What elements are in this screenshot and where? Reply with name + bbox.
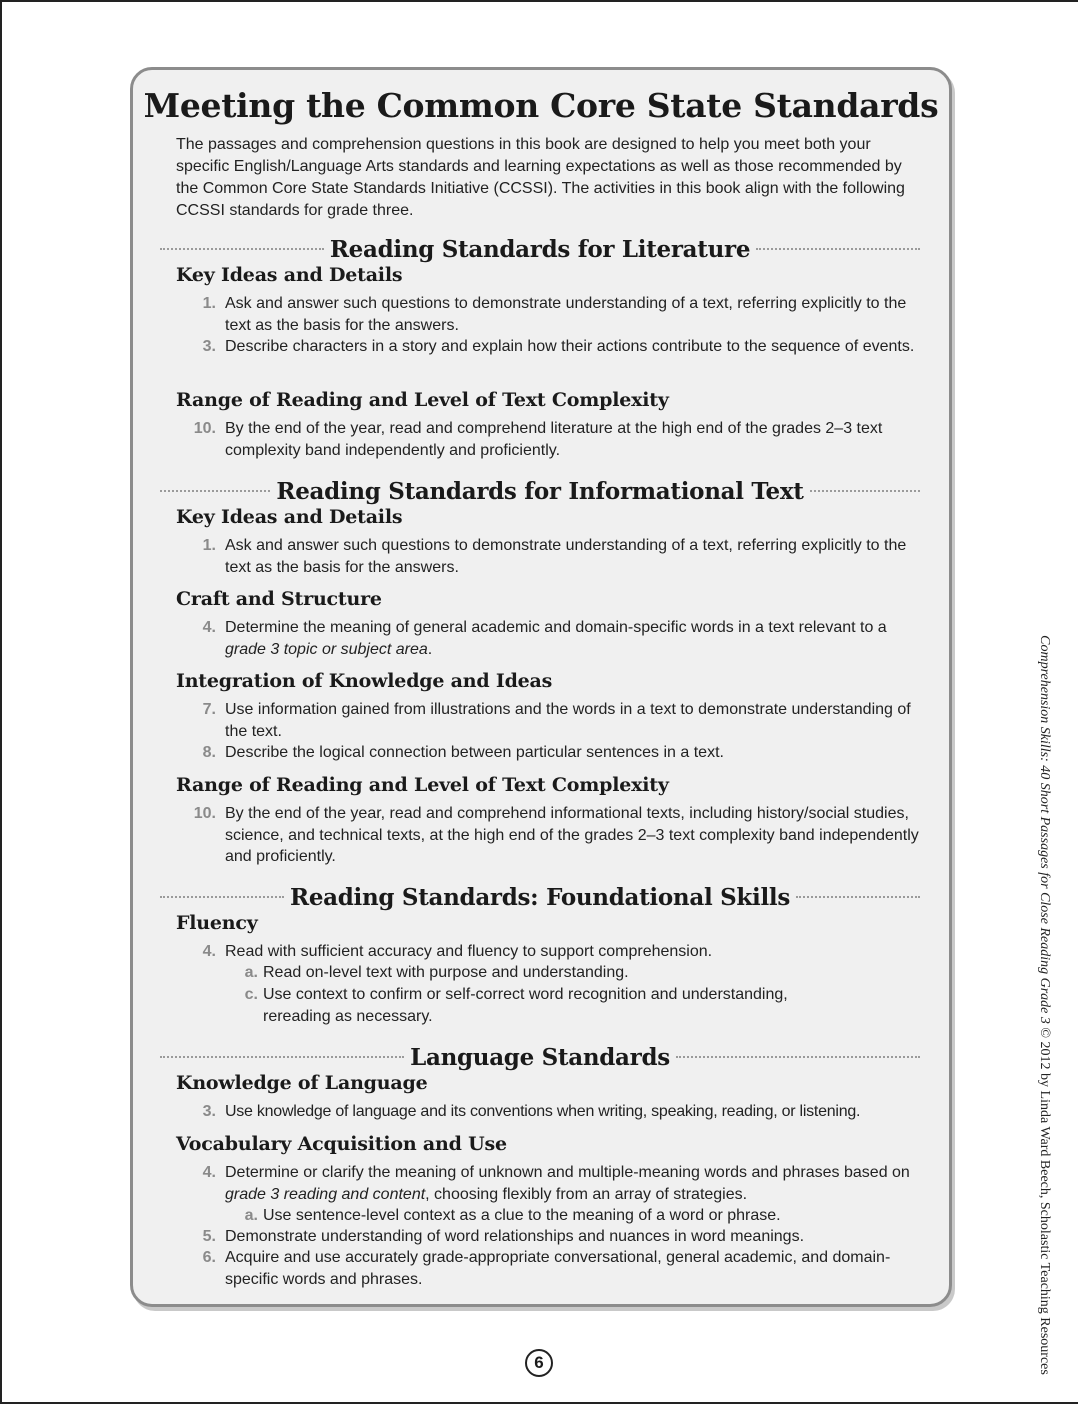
- standard-number: 4.: [202, 943, 216, 960]
- intro-paragraph: The passages and comprehension questions in this book are designed to help you meet both your specific English/Language Arts standards and learning expectations as well as those recommended by the Common Core State Standards Initiative (CCSSI). The activities in this book align with the following CCSSI standards for grade three.: [176, 136, 905, 219]
- standard-number: 6.: [202, 1249, 216, 1266]
- standard-text: Ask and answer such questions to demonstrate understanding of a text, referring explicitly to the text as the basis for the answers.: [225, 295, 907, 334]
- subheading: Integration of Knowledge and Ideas: [176, 670, 553, 692]
- text-plain: Determine or clarify the meaning of unknown and multiple-meaning words and phrases based on: [225, 1164, 910, 1181]
- standard-text: Use information gained from illustrations and the words in a text to demonstrate understanding of the text.: [225, 701, 911, 740]
- subheading: Fluency: [176, 912, 258, 934]
- sub-standard-text: Use context to confirm or self-correct word recognition and understanding, rereading as necessary.: [263, 986, 788, 1025]
- side-credit: [1036, 635, 1052, 1375]
- section-heading-label: Language Standards: [410, 1043, 670, 1071]
- dotted-rule: [160, 248, 324, 250]
- standard-number: 10.: [193, 805, 216, 822]
- sub-standard-letter: a.: [244, 964, 258, 981]
- standard-number: 5.: [202, 1228, 216, 1245]
- dotted-rule: [796, 896, 920, 898]
- text-italic: grade 3 topic or subject area: [225, 640, 428, 658]
- standard-number: 3.: [202, 338, 216, 355]
- standard-number: 1.: [202, 295, 216, 312]
- standard-text: [225, 617, 925, 660]
- standard-number: 10.: [193, 420, 216, 437]
- section-heading-label: Reading Standards: Foundational Skills: [290, 883, 790, 911]
- text-plain: Determine the meaning of general academic and domain-specific words in a text relevant to a: [225, 619, 887, 636]
- standard-text: Describe the logical connection between particular sentences in a text.: [225, 744, 724, 761]
- side-credit-book-title: Comprehension Skills: 40 Short Passages for Close Reading Grade 3: [1037, 635, 1052, 1024]
- standard-number: 1.: [202, 537, 216, 554]
- dotted-rule: [160, 896, 284, 898]
- subheading: Range of Reading and Level of Text Complexity: [176, 774, 669, 796]
- standard-text: Use knowledge of language and its conventions when writing, speaking, reading, or listening.: [225, 1103, 861, 1120]
- subheading: Knowledge of Language: [176, 1072, 428, 1094]
- standard-number: 4.: [202, 619, 216, 636]
- section-heading-language: [160, 1042, 920, 1072]
- subheading: Key Ideas and Details: [176, 506, 403, 528]
- text-end: , choosing flexibly from an array of strategies.: [425, 1185, 748, 1203]
- standard-text: Ask and answer such questions to demonstrate understanding of a text, referring explicitly to the text as the basis for the answers.: [225, 537, 907, 576]
- section-heading-foundational: [160, 882, 920, 912]
- section-heading-literature: [160, 234, 920, 264]
- section-heading-label: Reading Standards for Informational Text: [276, 477, 804, 505]
- page-title: Meeting the Common Core State Standards: [143, 86, 939, 125]
- subheading: Key Ideas and Details: [176, 264, 403, 286]
- section-heading-label: Reading Standards for Literature: [329, 235, 751, 263]
- dotted-rule: [160, 1056, 404, 1058]
- sub-standard-text: Read on-level text with purpose and understanding.: [263, 964, 629, 981]
- standard-text: Acquire and use accurately grade-appropriate conversational, general academic, and domain-specific words and phrases.: [225, 1249, 891, 1288]
- standard-text: Demonstrate understanding of word relationships and nuances in word meanings.: [225, 1228, 805, 1245]
- page-number: 6: [525, 1349, 553, 1377]
- subheading: Craft and Structure: [176, 588, 382, 610]
- dotted-rule: [676, 1056, 920, 1058]
- dotted-rule: [160, 490, 270, 492]
- standard-text: By the end of the year, read and comprehend informational texts, including history/social studies, science, and technical texts, at the high end of the grades 2–3 text complexity band independently and proficiently.: [225, 805, 919, 865]
- side-credit-copyright: © 2012 by Linda Ward Beech, Scholastic Teaching Resources: [1037, 1023, 1052, 1375]
- dotted-rule: [756, 248, 920, 250]
- standard-text: By the end of the year, read and comprehend literature at the high end of the grades 2–3 text complexity band independently and proficiently.: [225, 420, 883, 459]
- standard-number: 4.: [202, 1164, 216, 1181]
- sub-standard-letter: a.: [244, 1207, 258, 1224]
- standard-number: 8.: [202, 744, 216, 761]
- standard-text: Describe characters in a story and explain how their actions contribute to the sequence of events.: [225, 338, 915, 355]
- standard-text: [225, 1162, 925, 1205]
- standard-number: 3.: [202, 1103, 216, 1120]
- text-end: .: [427, 640, 433, 658]
- standard-number: 7.: [202, 701, 216, 718]
- text-italic: grade 3 reading and content: [225, 1185, 426, 1203]
- sub-standard-text: Use sentence-level context as a clue to the meaning of a word or phrase.: [263, 1207, 781, 1224]
- subheading: Vocabulary Acquisition and Use: [176, 1133, 507, 1155]
- subheading: Range of Reading and Level of Text Complexity: [176, 389, 669, 411]
- section-heading-informational: [160, 476, 920, 506]
- sub-standard-letter: c.: [244, 986, 258, 1003]
- dotted-rule: [810, 490, 920, 492]
- standard-text: Read with sufficient accuracy and fluency to support comprehension.: [225, 943, 713, 960]
